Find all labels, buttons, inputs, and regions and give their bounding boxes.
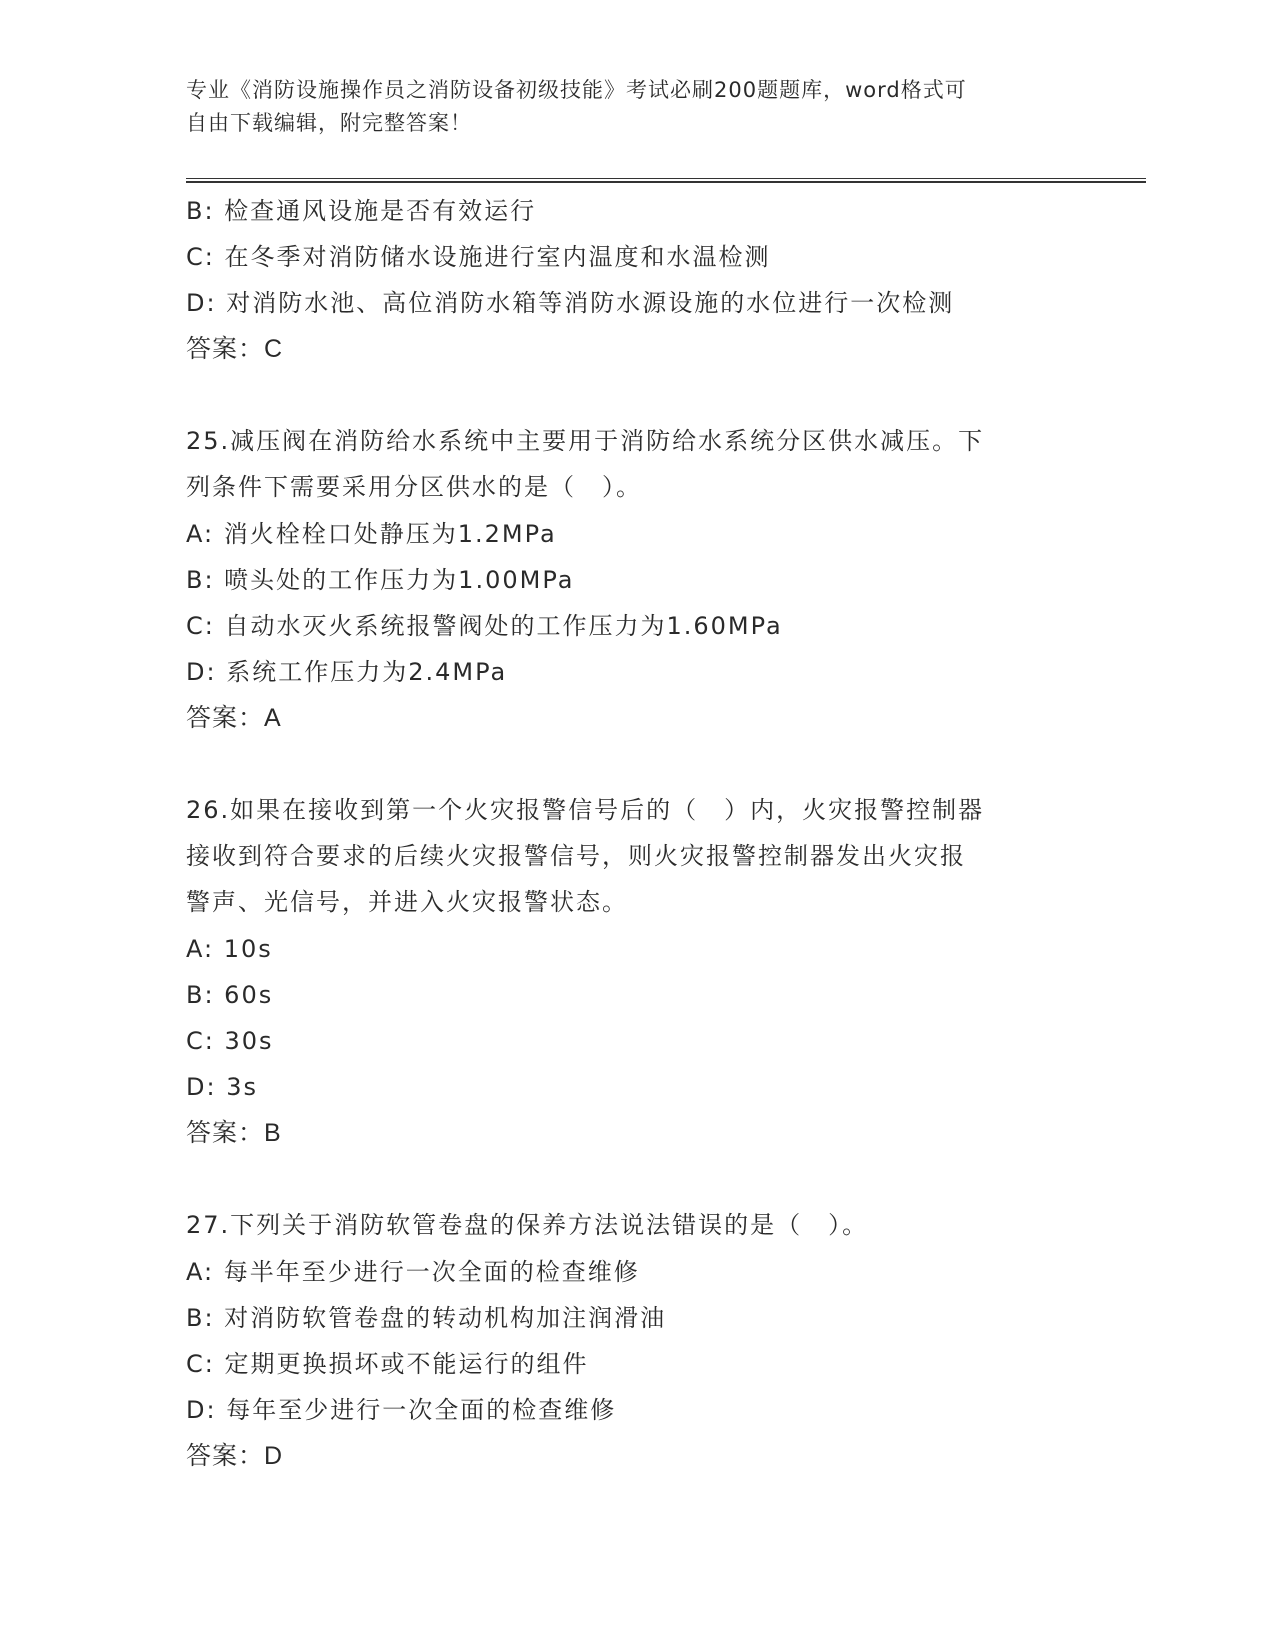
document-header bbox=[186, 74, 1086, 140]
header-title-line-1: 专业《消防设施操作员之消防设备初级技能》考试必刷200题题库，word格式可 bbox=[186, 78, 967, 102]
option-c: C: 30s bbox=[186, 1027, 274, 1055]
question-stem-line: 警声、光信号，并进入火灾报警状态。 bbox=[186, 888, 628, 916]
option-c: C: 自动水灭火系统报警阀处的工作压力为1.60MPa bbox=[186, 612, 783, 640]
question-stem-line: 25.减压阀在消防给水系统中主要用于消防给水系统分区供水减压。下 bbox=[186, 427, 985, 455]
option-b: B: 60s bbox=[186, 981, 274, 1009]
answer-line: 答案：D bbox=[186, 1442, 284, 1470]
answer-line: 答案：B bbox=[186, 1119, 282, 1147]
option-d: D: 对消防水池、高位消防水箱等消防水源设施的水位进行一次检测 bbox=[186, 289, 955, 317]
option-d: D: 系统工作压力为2.4MPa bbox=[186, 658, 508, 686]
option-d: D: 3s bbox=[186, 1073, 258, 1101]
question-stem-line: 26.如果在接收到第一个火灾报警信号后的（ ）内，火灾报警控制器 bbox=[186, 796, 985, 824]
header-divider bbox=[186, 178, 1146, 183]
question-27 bbox=[186, 1203, 1086, 1479]
question-stem-line: 27.下列关于消防软管卷盘的保养方法说法错误的是（ ）。 bbox=[186, 1211, 869, 1239]
question-25 bbox=[186, 419, 1086, 741]
question-26 bbox=[186, 788, 1086, 1156]
question-stem-line: 接收到符合要求的后续火灾报警信号，则火灾报警控制器发出火灾报 bbox=[186, 842, 966, 870]
spacer bbox=[186, 1156, 1086, 1203]
spacer bbox=[186, 741, 1086, 788]
option-a: A: 消火栓栓口处静压为1.2MPa bbox=[186, 520, 557, 548]
option-a: A: 每半年至少进行一次全面的检查维修 bbox=[186, 1258, 640, 1286]
question-stem-line: 列条件下需要采用分区供水的是（ ）。 bbox=[186, 473, 642, 501]
spacer bbox=[186, 372, 1086, 419]
document-body bbox=[186, 188, 1086, 1479]
option-d: D: 每年至少进行一次全面的检查维修 bbox=[186, 1396, 617, 1424]
option-a: A: 10s bbox=[186, 935, 273, 963]
option-b: B: 喷头处的工作压力为1.00MPa bbox=[186, 566, 575, 594]
option-c: C: 定期更换损坏或不能运行的组件 bbox=[186, 1350, 589, 1378]
option-b: B: 对消防软管卷盘的转动机构加注润滑油 bbox=[186, 1304, 667, 1332]
option-b: B: 检查通风设施是否有效运行 bbox=[186, 197, 537, 225]
answer-line: 答案：A bbox=[186, 704, 282, 732]
option-c: C: 在冬季对消防储水设施进行室内温度和水温检测 bbox=[186, 243, 771, 271]
header-title-line-2: 自由下载编辑，附完整答案！ bbox=[186, 111, 472, 135]
answer-line: 答案：C bbox=[186, 335, 284, 363]
question-fragment bbox=[186, 188, 1086, 372]
